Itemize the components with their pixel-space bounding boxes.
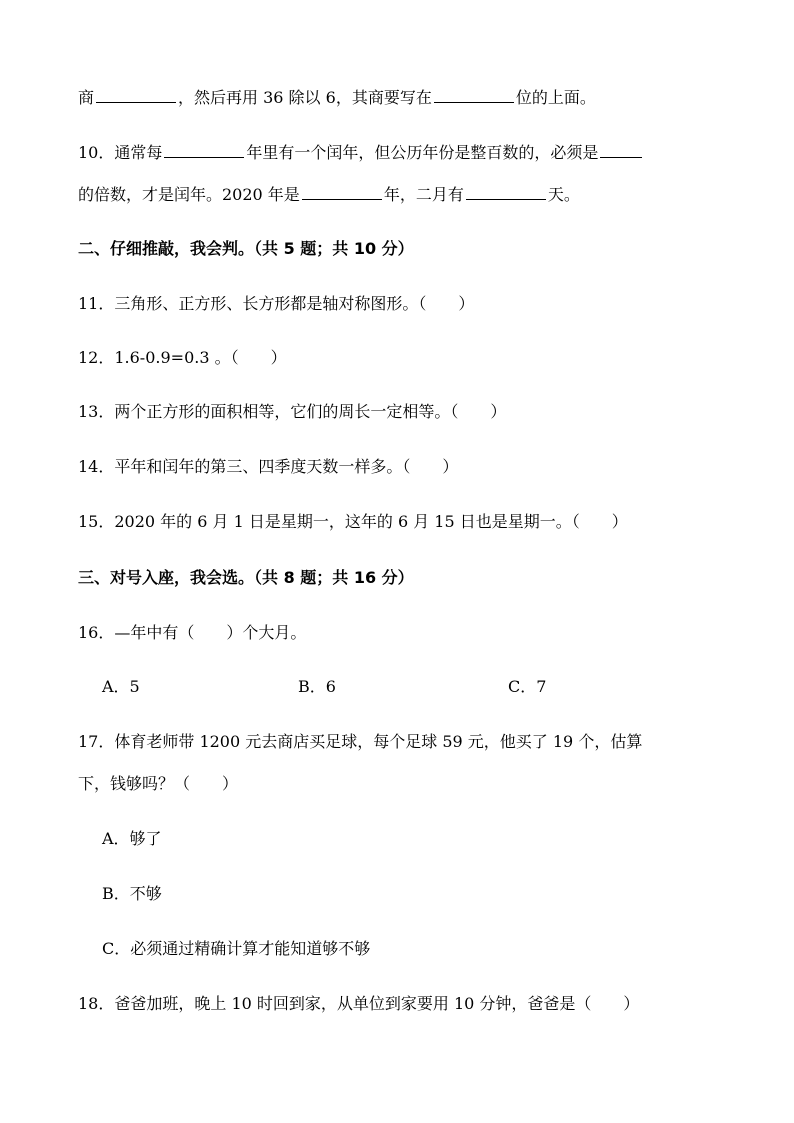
question-16: 16．—年中有（ ）个大月。 <box>78 623 307 642</box>
answer-blank[interactable] <box>302 181 382 200</box>
answer-blank[interactable] <box>434 84 514 103</box>
section-3-heading: 三、对号入座，我会选。（共 8 题；共 16 分） <box>78 568 414 587</box>
answer-blank[interactable] <box>96 84 176 103</box>
question-17-line1: 17．体育老师带 1200 元去商店买足球，每个足球 59 元，他买了 19 个，估算 <box>78 732 643 751</box>
answer-blank[interactable] <box>164 139 244 158</box>
q9-continuation: 商 ，然后再用 36 除以 6，其商要写在 位的上面。 <box>78 84 754 110</box>
q16-option-c[interactable]: C．7 <box>508 677 547 696</box>
q17-option-c[interactable]: C．必须通过精确计算才能知道够不够 <box>102 939 371 958</box>
q16-option-b[interactable]: B．6 <box>298 677 336 696</box>
question-14: 14．平年和闰年的第三、四季度天数一样多。（ ） <box>78 457 459 476</box>
answer-blank[interactable] <box>600 139 642 158</box>
question-15: 15．2020 年的 6 月 1 日是星期一，这年的 6 月 15 日也是星期一。（ ） <box>78 512 628 531</box>
q10-line1: 10．通常每 年里有一个闰年，但公历年份是整百数的，必须是 <box>78 139 754 165</box>
question-11: 11．三角形、正方形、长方形都是轴对称图形。（ ） <box>78 294 475 313</box>
q17-option-b[interactable]: B．不够 <box>102 884 162 903</box>
question-13: 13．两个正方形的面积相等，它们的周长一定相等。（ ） <box>78 402 507 421</box>
q17-option-a[interactable]: A．够了 <box>102 829 162 848</box>
section-2-heading: 二、仔细推敲，我会判。（共 5 题；共 10 分） <box>78 239 414 258</box>
question-17-line2: 下，钱够吗？（ ） <box>78 774 239 793</box>
question-12: 12．1.6-0.9=0.3 。（ ） <box>78 348 287 367</box>
question-18: 18．爸爸加班，晚上 10 时回到家，从单位到家要用 10 分钟，爸爸是（ ） <box>78 994 640 1013</box>
answer-blank[interactable] <box>466 181 546 200</box>
q16-option-a[interactable]: A．5 <box>102 677 140 696</box>
q10-line2: 的倍数，才是闰年。2020 年是 年，二月有 天。 <box>78 181 754 207</box>
